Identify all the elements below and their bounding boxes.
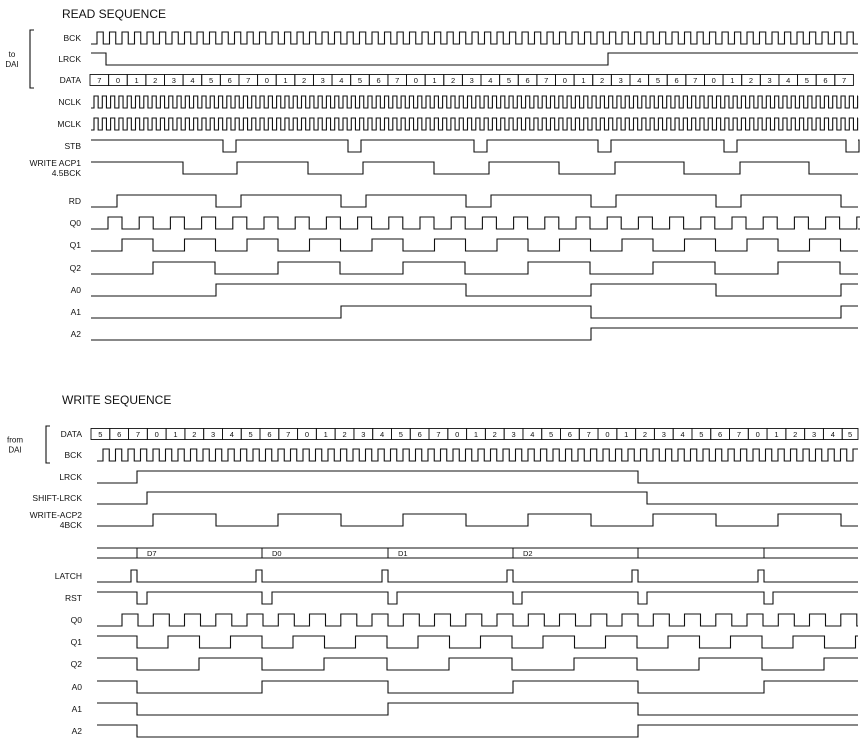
data-cell-value: 4 — [637, 76, 642, 85]
data-cell-value: 2 — [451, 76, 456, 85]
waveform-q0 — [97, 614, 858, 626]
data-cell-value: 3 — [469, 76, 474, 85]
data-cell-value: 0 — [413, 76, 418, 85]
waveform-nclk — [91, 96, 858, 108]
data-cell-value: 1 — [283, 76, 288, 85]
data-cell-value: 0 — [605, 430, 610, 439]
data-cell-value: 5 — [655, 76, 660, 85]
waveform-a2 — [97, 725, 858, 737]
write-side-bracket — [46, 426, 50, 463]
data-cell-value: 5 — [699, 430, 704, 439]
signal-label-data: DATA — [59, 75, 81, 85]
data-cell-value: 3 — [361, 430, 366, 439]
data-cell-value: 1 — [581, 76, 586, 85]
signal-label-shift-lrck: SHIFT-LRCK — [32, 493, 82, 503]
data-cell-value: 5 — [549, 430, 554, 439]
write-sequence-title: WRITE SEQUENCE — [62, 393, 172, 407]
signal-label-bck: BCK — [64, 450, 82, 460]
data-cell-value: 7 — [736, 430, 741, 439]
data-cell-value: 4 — [680, 430, 685, 439]
waveform-a0 — [97, 681, 858, 693]
data-cell-value: 6 — [117, 430, 122, 439]
write-side-label: from — [7, 435, 23, 445]
signal-label-nclk: NCLK — [58, 97, 81, 107]
data-cell-value: 6 — [376, 76, 381, 85]
signal-label-write-acp2: WRITE-ACP2 — [29, 510, 82, 520]
waveform-a1 — [97, 703, 858, 715]
data-cell-value: 6 — [525, 76, 530, 85]
data-cell-value: 1 — [432, 76, 437, 85]
read-sequence-diagram — [5, 30, 860, 340]
data-cell-value: 4 — [786, 76, 791, 85]
data-cell-value: 3 — [767, 76, 772, 85]
data-cell-value: 7 — [693, 76, 698, 85]
signal-label-a1: A1 — [70, 307, 81, 317]
data-cell-value: 7 — [586, 430, 591, 439]
data-cell-value: 4 — [190, 76, 195, 85]
waveform-lrck — [91, 53, 858, 65]
signal-label-stb: STB — [64, 141, 81, 151]
signal-label-rd: RD — [68, 196, 81, 206]
data-cell-value: 0 — [154, 430, 159, 439]
data-cell-value: 6 — [267, 430, 272, 439]
waveform-rst — [97, 592, 858, 604]
data-cell-value: 7 — [246, 76, 251, 85]
data-cell-value: 0 — [304, 430, 310, 439]
data-cell-value: 0 — [711, 76, 716, 85]
data-cell-value: 1 — [323, 430, 328, 439]
data-cell-value: 4 — [339, 76, 344, 85]
waveform-shift-lrck — [97, 492, 858, 504]
read-sequence-title: READ SEQUENCE — [62, 7, 167, 21]
data-cell-value: 4 — [380, 430, 385, 439]
signal-label-lrck: LRCK — [58, 54, 81, 64]
data-cell-value: 5 — [506, 76, 512, 85]
data-cell-value: 1 — [173, 430, 178, 439]
waveform-rd — [91, 195, 858, 207]
write-side-label: DAI — [8, 445, 22, 455]
data-cell-value: 6 — [718, 430, 723, 439]
signal-label-mclk: MCLK — [57, 119, 81, 129]
waveform-bck — [97, 449, 858, 461]
data-cell-value: 3 — [618, 76, 623, 85]
signal-label-rst: RST — [65, 593, 82, 603]
bus-value: D2 — [523, 549, 533, 558]
signal-label-q2: Q2 — [69, 263, 81, 273]
waveform-q1 — [91, 239, 858, 251]
signal-label-q1: Q1 — [70, 637, 82, 647]
data-cell-value: 0 — [755, 430, 760, 439]
data-cell-value: 5 — [98, 430, 103, 439]
waveform-bus — [97, 548, 858, 558]
data-cell-value: 0 — [562, 76, 567, 85]
data-cell-value: 7 — [544, 76, 549, 85]
data-cell-value: 5 — [848, 430, 853, 439]
data-cell-value: 2 — [748, 76, 754, 85]
signal-label-a2: A2 — [71, 726, 82, 736]
data-cell-value: 7 — [97, 76, 102, 85]
data-cell-value: 3 — [661, 430, 666, 439]
data-cell-value: 7 — [842, 76, 847, 85]
data-cell-value: 0 — [115, 76, 121, 85]
data-cell-value: 3 — [210, 430, 216, 439]
read-side-label: to — [8, 50, 16, 59]
waveform-a2 — [91, 328, 858, 340]
signal-label-data: DATA — [60, 429, 82, 439]
data-cell-value: 4 — [229, 430, 234, 439]
waveform-lrck — [97, 471, 858, 483]
write-sequence-diagram — [7, 426, 858, 737]
data-cell-value: 2 — [793, 430, 798, 439]
data-cell-value: 5 — [248, 430, 253, 439]
data-cell-value: 3 — [511, 430, 516, 439]
signal-label-q2: Q2 — [70, 659, 82, 669]
waveform-bck — [91, 32, 858, 44]
read-side-bracket — [30, 30, 34, 88]
data-cell-value: 5 — [398, 430, 403, 439]
data-cell-value: 1 — [730, 76, 735, 85]
signal-label-q1: Q1 — [69, 240, 81, 250]
data-cell-value: 7 — [135, 430, 141, 439]
waveform-a0 — [91, 284, 858, 296]
data-cell-value: 2 — [342, 430, 347, 439]
waveform-q2 — [91, 262, 858, 274]
data-cell-value: 2 — [642, 430, 648, 439]
signal-label-lrck: LRCK — [59, 472, 82, 482]
signal-label-a2: A2 — [70, 329, 81, 339]
data-cell-value: 3 — [811, 430, 817, 439]
data-cell-value: 2 — [599, 76, 605, 85]
data-cell-value: 4 — [830, 430, 835, 439]
data-cell-value: 1 — [624, 430, 629, 439]
data-cell-value: 3 — [320, 76, 325, 85]
signal-label-a0: A0 — [70, 285, 81, 295]
waveform-write-acp1 — [91, 162, 858, 174]
data-cell-value: 7 — [436, 430, 441, 439]
waveform-stb — [91, 140, 859, 152]
data-cell-value: 6 — [227, 76, 232, 85]
data-cell-value: 4 — [488, 76, 493, 85]
signal-label-write-acp1: 4.5BCK — [51, 168, 81, 178]
signal-label-bck: BCK — [63, 33, 81, 43]
bus-value: D7 — [147, 549, 157, 558]
data-cell-value: 6 — [674, 76, 679, 85]
data-cell-value: 1 — [774, 430, 779, 439]
data-cell-value: 3 — [171, 76, 176, 85]
waveform-mclk — [91, 118, 858, 130]
data-cell-value: 7 — [286, 430, 291, 439]
signal-label-a0: A0 — [71, 682, 82, 692]
data-cell-value: 7 — [395, 76, 400, 85]
data-cell-value: 5 — [357, 76, 363, 85]
bus-value: D0 — [272, 549, 282, 558]
signal-label-q0: Q0 — [70, 615, 82, 625]
waveform-q0 — [91, 217, 860, 229]
data-cell-value: 1 — [473, 430, 479, 439]
signal-label-q0: Q0 — [69, 218, 81, 228]
data-cell-value: 5 — [208, 76, 214, 85]
data-cell-value: 2 — [492, 430, 497, 439]
signal-label-write-acp1: WRITE ACP1 — [29, 158, 81, 168]
waveform-q2 — [97, 658, 858, 670]
waveform-a1 — [91, 306, 858, 318]
read-side-label: DAI — [5, 60, 19, 69]
data-cell-value: 6 — [567, 430, 572, 439]
signal-label-a1: A1 — [71, 704, 82, 714]
data-cell-value: 0 — [264, 76, 269, 85]
data-cell-value: 4 — [530, 430, 535, 439]
data-cell-value: 6 — [417, 430, 422, 439]
signal-label-write-acp2: 4BCK — [59, 520, 82, 530]
waveform-latch — [97, 570, 858, 582]
data-cell-value: 2 — [153, 76, 158, 85]
data-cell-value: 5 — [804, 76, 809, 85]
data-cell-value: 0 — [455, 430, 460, 439]
data-cell-value: 6 — [823, 76, 828, 85]
data-cell-value: 2 — [192, 430, 197, 439]
waveform-q1 — [97, 636, 858, 648]
data-cell-value: 2 — [302, 76, 307, 85]
bus-value: D1 — [398, 549, 408, 558]
signal-label-latch: LATCH — [54, 571, 82, 581]
waveform-write-acp2 — [97, 514, 858, 526]
data-cell-value: 1 — [134, 76, 139, 85]
